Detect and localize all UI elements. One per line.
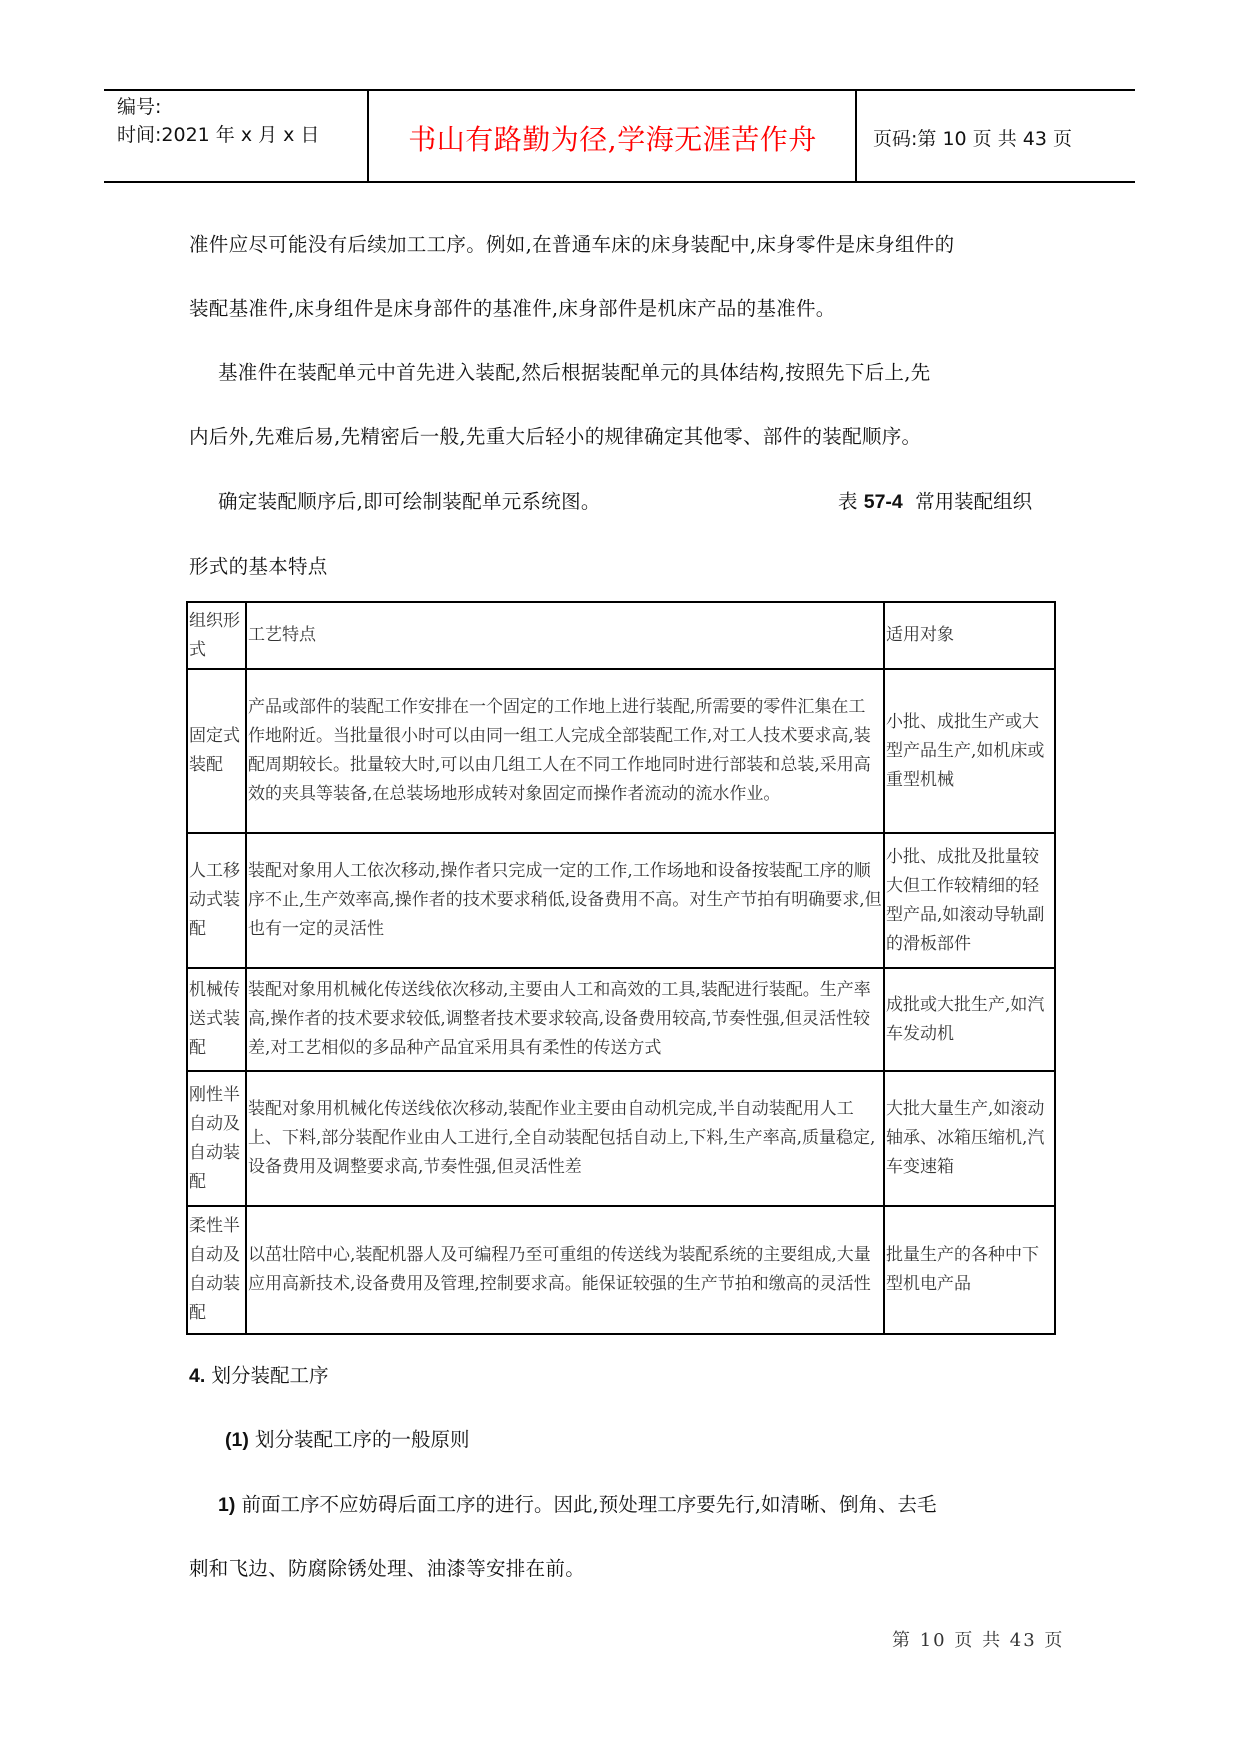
table-caption-number: 57-4	[863, 491, 903, 513]
table-row	[187, 968, 1055, 1071]
header-motto: 书山有路勤为径,学海无涯苦作舟	[408, 123, 817, 156]
form-cell: 柔性半自动及自动装配	[187, 1206, 246, 1334]
table-caption	[838, 486, 1032, 514]
header-page-info: 页码:第 10 页 共 43 页	[873, 128, 1072, 150]
paragraph-line: 刺和飞边、防腐除锈处理、油漆等安排在前。	[189, 1557, 586, 1580]
paragraph-line: 确定装配顺序后,即可绘制装配单元系统图。	[218, 490, 601, 513]
page-footer: 第 10 页 共 43 页	[892, 1630, 1065, 1651]
table-header-row	[187, 602, 1055, 669]
features-cell: 装配对象用机械化传送线依次移动,主要由人工和高效的工具,装配进行装配。生产率高,操作者的技术要求较低,调整者技术要求较高,设备费用较高,节奏性强,但灵活性较差,对工艺相似的多品种产品宜采用具有柔性的传送方式	[246, 968, 884, 1071]
table-caption-prefix: 表	[838, 490, 858, 513]
assembly-forms-table	[186, 601, 1056, 1335]
table-caption-continued: 形式的基本特点	[189, 555, 328, 578]
form-cell: 机械传送式装配	[187, 968, 246, 1071]
applicable-cell: 成批或大批生产,如汽车发动机	[884, 968, 1055, 1071]
header-divider	[367, 89, 369, 183]
list-item-number: 1)	[218, 1494, 236, 1516]
features-cell: 以茁壮陪中心,装配机器人及可编程乃至可重组的传送线为装配系统的主要组成,大量应用高新技术,设备费用及管理,控制要求高。能保证较强的生产节拍和缴高的灵活性	[246, 1206, 884, 1334]
header-bottom-rule	[104, 181, 1135, 183]
paragraph-line: 内后外,先难后易,先精密后一般,先重大后轻小的规律确定其他零、部件的装配顺序。	[189, 425, 922, 448]
serial-label: 编号:	[117, 96, 162, 118]
table-header-cell: 适用对象	[884, 602, 1055, 669]
features-cell: 装配对象用机械化传送线依次移动,装配作业主要由自动机完成,半自动装配用人工上、下料,部分装配作业由人工进行,全自动装配包括自动上,下料,生产率高,质量稳定,设备费用及调整要求高,节奏性强,但灵活性差	[246, 1071, 884, 1206]
table-header-cell: 组织形式	[187, 602, 246, 669]
section-heading-number: 4.	[189, 1365, 206, 1387]
applicable-cell: 小批、成批生产或大型产品生产,如机床或重型机械	[884, 669, 1055, 833]
subsection-number: (1)	[225, 1429, 249, 1451]
paragraph-line: 装配基准件,床身组件是床身部件的基准件,床身部件是机床产品的基准件。	[189, 297, 836, 320]
form-cell: 固定式装配	[187, 669, 246, 833]
section-heading-text: 划分装配工序	[211, 1364, 329, 1387]
table-row	[187, 1206, 1055, 1334]
table-row	[187, 833, 1055, 968]
table-row	[187, 669, 1055, 833]
applicable-cell: 批量生产的各种中下型机电产品	[884, 1206, 1055, 1334]
features-cell: 装配对象用人工依次移动,操作者只完成一定的工作,工作场地和设备按装配工序的顺序不止,生产效率高,操作者的技术要求稍低,设备费用不高。对生产节拍有明确要求,但也有一定的灵活性	[246, 833, 884, 968]
form-cell: 人工移动式装配	[187, 833, 246, 968]
table-row	[187, 1071, 1055, 1206]
applicable-cell: 小批、成批及批量较大但工作较精细的轻型产品,如滚动导轨副的滑板部件	[884, 833, 1055, 968]
subsection-text: 划分装配工序的一般原则	[255, 1428, 470, 1451]
header-top-rule	[104, 89, 1135, 91]
features-cell: 产品或部件的装配工作安排在一个固定的工作地上进行装配,所需要的零件汇集在工作地附近。当批量很小时可以由同一组工人完成全部装配工作,对工人技术要求高,装配周期较长。批量较大时,可以由几组工人在不同工作地同时进行部装和总装,采用高效的夹具等装备,在总装场地形成转对象固定而操作者流动的流水作业。	[246, 669, 884, 833]
time-label: 时间:2021 年 x 月 x 日	[117, 124, 320, 146]
form-cell: 刚性半自动及自动装配	[187, 1071, 246, 1206]
list-item	[218, 1489, 936, 1517]
table-caption-title: 常用装配组织	[915, 490, 1033, 513]
paragraph-line: 准件应尽可能没有后续加工工序。例如,在普通车床的床身装配中,床身零件是床身组件的	[189, 233, 955, 256]
applicable-cell: 大批大量生产,如滚动轴承、冰箱压缩机,汽车变速箱	[884, 1071, 1055, 1206]
section-heading	[189, 1360, 328, 1388]
list-item-text: 前面工序不应妨碍后面工序的进行。因此,预处理工序要先行,如清晰、倒角、去毛	[241, 1493, 937, 1516]
table-header-cell: 工艺特点	[246, 602, 884, 669]
paragraph-line: 基准件在装配单元中首先进入装配,然后根据装配单元的具体结构,按照先下后上,先	[218, 361, 931, 384]
header-divider	[855, 89, 857, 183]
header-meta	[117, 93, 319, 149]
subsection-heading	[225, 1424, 470, 1452]
